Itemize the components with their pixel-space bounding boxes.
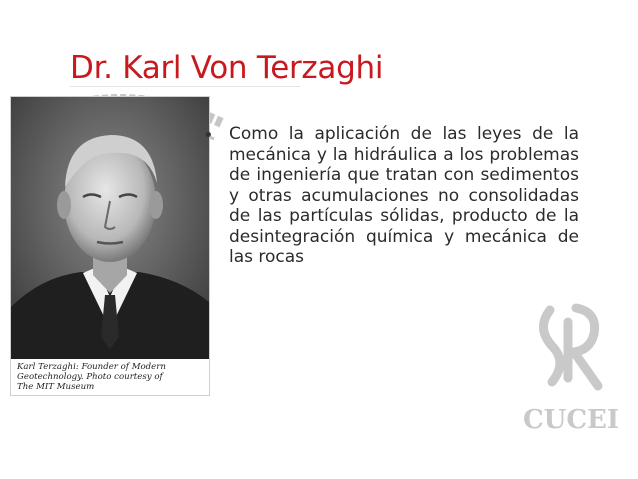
title-divider xyxy=(70,86,300,87)
photo-caption: Karl Terzaghi: Founder of Modern Geotechnology. Photo courtesy of The MIT Museum xyxy=(17,362,166,392)
portrait-image xyxy=(11,97,209,359)
bullet-text: Como la aplicación de las leyes de la mecánica y la hidráulica a los problemas de ingeniería que tratan con sedimentos y otras acumulaciones no consolidadas de las partículas sólidas, producto de la desintegración química y mecánica de las rocas xyxy=(229,124,579,267)
logo-text: CUCEI xyxy=(522,405,620,435)
slide-title: Dr. Karl Von Terzaghi xyxy=(70,50,384,86)
bullet-icon: • xyxy=(203,125,214,146)
portrait-photo xyxy=(10,96,210,396)
cucei-logo xyxy=(522,298,620,438)
